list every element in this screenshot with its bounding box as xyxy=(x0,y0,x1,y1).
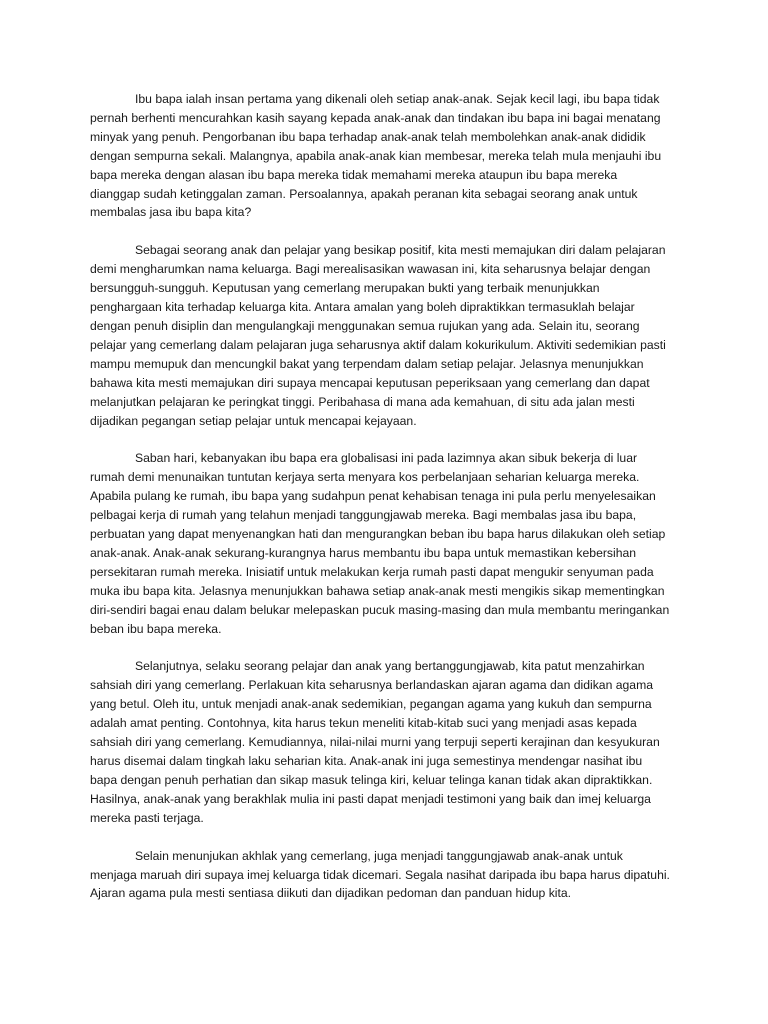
paragraph-4: Selanjutnya, selaku seorang pelajar dan anak yang bertanggungjawab, kita patut menzahirkan sahsiah diri yang cemerlang. Perlakuan kita seharusnya berlandaskan ajaran agama dan didikan agama yang betul. Oleh itu, untuk menjadi anak-anak sedemikian, pegangan agama yang kukuh dan sempurna adalah amat penting. Contohnya, kita harus tekun meneliti kitab-kitab suci yang menjadi asas kepada sahsiah diri yang cemerlang. Kemudiannya, nilai-nilai murni yang terpuji seperti kerajinan dan kesyukuran harus disemai dalam tingkah laku seharian kita. Anak-anak ini juga semestinya mendengar nasihat ibu bapa dengan penuh perhatian dan sikap masuk telinga kiri, keluar telinga kanan tidak akan dipraktikkan. Hasilnya, anak-anak yang berakhlak mulia ini pasti dapat menjadi testimoni yang baik dan imej keluarga mereka pasti terjaga. xyxy=(90,659,660,825)
document-page xyxy=(90,90,670,922)
paragraph-5: Selain menunjukan akhlak yang cemerlang, juga menjadi tanggungjawab anak-anak untuk menjaga maruah diri supaya imej keluarga tidak dicemari. Segala nasihat daripada ibu bapa harus dipatuhi. Ajaran agama pula mesti sentiasa diikuti dan dijadikan pedoman dan panduan hidup kita. xyxy=(90,848,670,901)
paragraph-3: Saban hari, kebanyakan ibu bapa era globalisasi ini pada lazimnya akan sibuk bekerja di luar rumah demi menunaikan tuntutan kerjaya serta menyara kos perbelanjaan seharian keluarga mereka. Apabila pulang ke rumah, ibu bapa yang sudahpun penat kehabisan tenaga ini pula perlu menyelesaikan pelbagai kerja di rumah yang telahun menjadi tanggungjawab mereka. Bagi membalas jasa ibu bapa, perbuatan yang dapat menyenangkan hati dan mengurangkan beban ibu bapa harus dilakukan oleh setiap anak-anak. Anak-anak sekurang-kurangnya harus membantu ibu bapa untuk memastikan kebersihan persekitaran rumah mereka. Inisiatif untuk melakukan kerja rumah pasti dapat mengukir senyuman pada muka ibu bapa kita. Jelasnya menunjukkan bahawa setiap anak-anak mesti mengikis sikap mementingkan diri-sendiri bagai enau dalam belukar melepaskan pucuk masing-masing dan mula membantu meringankan beban ibu bapa mereka. xyxy=(90,451,670,636)
paragraph-1: Ibu bapa ialah insan pertama yang dikenali oleh setiap anak-anak. Sejak kecil lagi, ibu bapa tidak pernah berhenti mencurahkan kasih sayang kepada anak-anak dan tindakan ibu bapa ini bagai menatang minyak yang penuh. Pengorbanan ibu bapa terhadap anak-anak telah membolehkan anak-anak dididik dengan sempurna sekali. Malangnya, apabila anak-anak kian membesar, mereka telah mula menjauhi ibu bapa mereka dengan alasan ibu bapa mereka tidak memahami mereka ataupun ibu bapa mereka dianggap sudah ketinggalan zaman. Persoalannya, apakah peranan kita sebagai seorang anak untuk membalas jasa ibu bapa kita? xyxy=(90,92,662,220)
paragraph-2: Sebagai seorang anak dan pelajar yang besikap positif, kita mesti memajukan diri dalam pelajaran demi mengharumkan nama keluarga. Bagi merealisasikan wawasan ini, kita seharusnya belajar dengan bersungguh-sungguh. Keputusan yang cemerlang merupakan bukti yang terbaik menunjukkan penghargaan kita terhadap keluarga kita. Antara amalan yang boleh dipraktikkan termasuklah belajar dengan penuh disiplin dan mengulangkaji menggunakan semua rujukan yang ada. Selain itu, seorang pelajar yang cemerlang dalam pelajaran juga seharusnya aktif dalam kokurikulum. Aktiviti sedemikian pasti mampu memupuk dan mencungkil bakat yang terpendam dalam setiap pelajar. Jelasnya menunjukkan bahawa kita mesti memajukan diri supaya mencapai keputusan peperiksaan yang cemerlang dan dapat melanjutkan pelajaran ke peringkat tinggi. Peribahasa di mana ada kemahuan, di situ ada jalan mesti dijadikan pegangan setiap pelajar untuk mencapai kejayaan. xyxy=(90,243,666,428)
